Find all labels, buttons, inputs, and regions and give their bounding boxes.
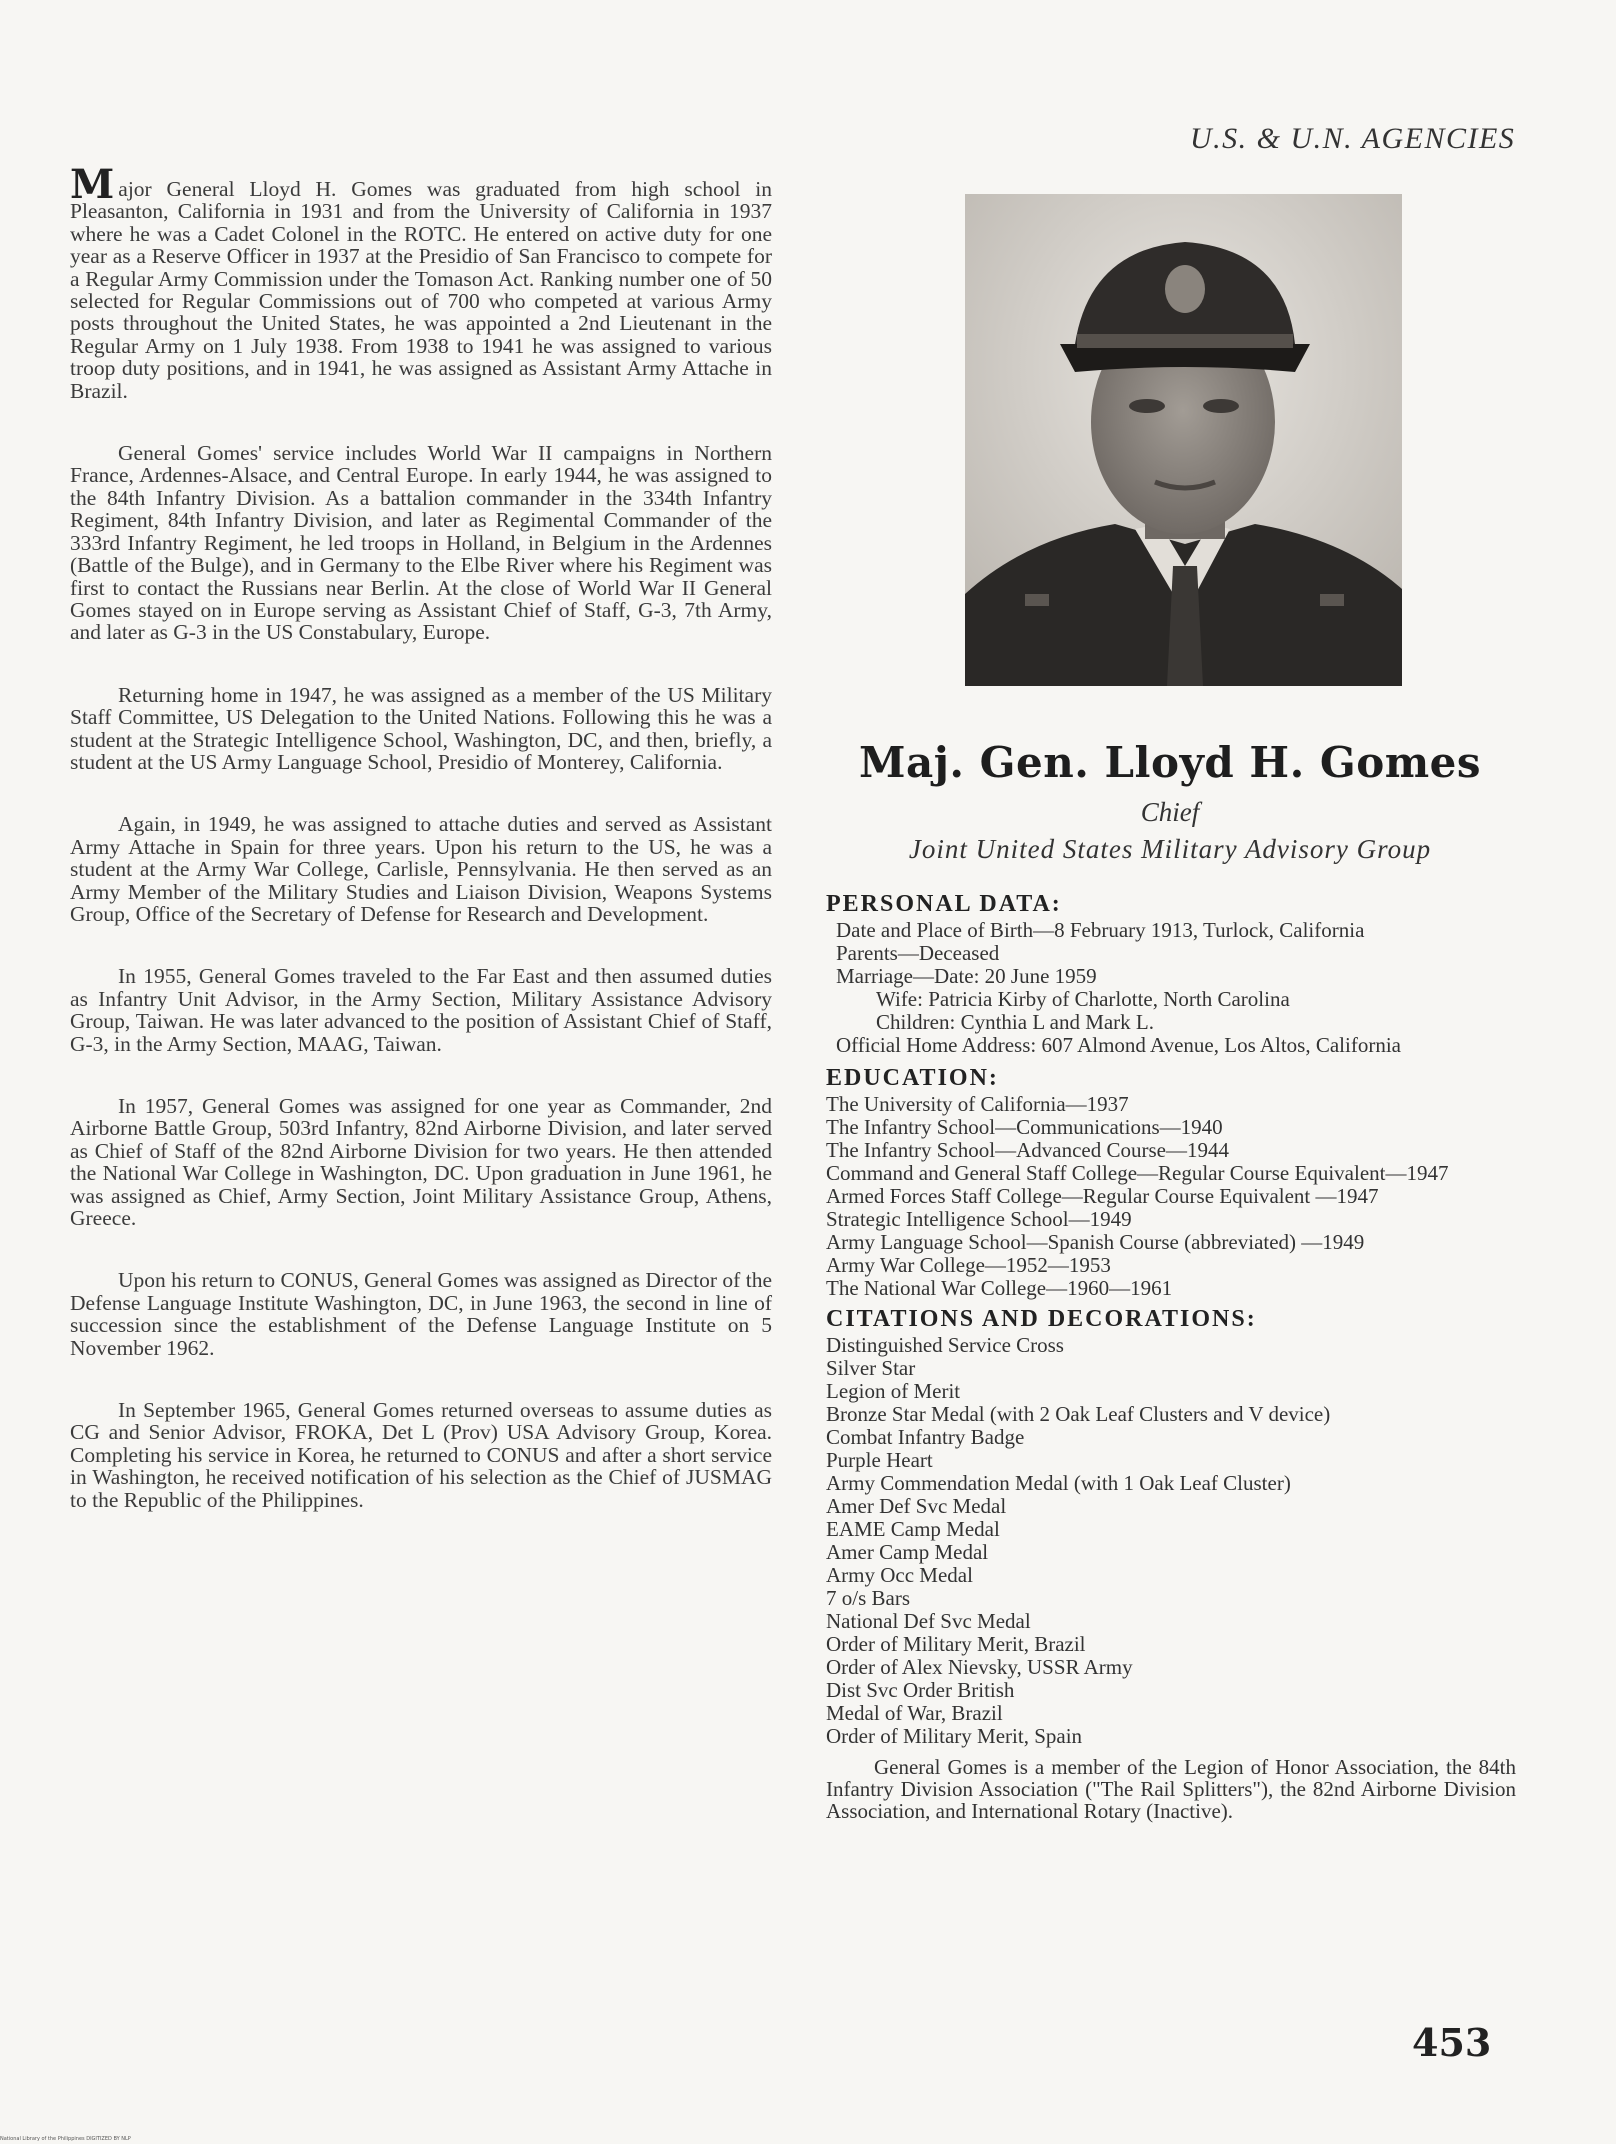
citation-item: Army Occ Medal <box>826 1563 973 1587</box>
bio-paragraph-7: Upon his return to CONUS, General Gomes was assigned as Director of the Defense Language Institute Washington, DC, in June 1963, the second in line of succession since the establishment of the Defense Language Institute on 5 November 1962. <box>70 1268 772 1360</box>
portrait-photo <box>965 194 1402 686</box>
citation-item: Legion of Merit <box>826 1379 961 1403</box>
person-organization: Joint United States Military Advisory Group <box>908 834 1432 864</box>
citation-item: Distinguished Service Cross <box>826 1333 1064 1357</box>
personal-data-heading: PERSONAL DATA: <box>826 891 1062 917</box>
citation-item: Amer Def Svc Medal <box>826 1494 1007 1518</box>
bio-paragraph-4: Again, in 1949, he was assigned to attache duties and served as Assistant Army Attache in Spain for three years. Upon his return to the US, he was a student at the Army War College, Carlisle, Pennsylvania. He then served as an Army Member of the Military Studies and Liaison Division, Weapons Systems Group, Office of the Secretary of Defense for Research and Development. <box>70 812 772 926</box>
citation-item: Army Commendation Medal (with 1 Oak Leaf Cluster) <box>826 1471 1291 1495</box>
profile-details <box>826 889 1516 1843</box>
education-item: The Infantry School—Advanced Course—1944 <box>826 1138 1229 1162</box>
bio-paragraph-2: General Gomes' service includes World War II campaigns in Northern France, Ardennes-Alsace, and Central Europe. In early 1944, he was assigned to the 84th Infantry Division. As a battalion commander in the 334th Infantry Regiment, 84th Infantry Division, and later as Regimental Commander of the 333rd Infantry Regiment, he led troops in Holland, in Belgium in the Ardennes (Battle of the Bulge), and in Germany to the Elbe River where his Regiment was first to contact the Russians near Berlin. At the close of World War II General Gomes stayed on in Europe serving as Assistant Chief of Staff, G-3, 7th Army, and later as G-3 in the US Constabulary, Europe. <box>70 441 772 645</box>
section-header: U.S. & U.N. AGENCIES <box>1190 122 1516 155</box>
citation-item: Order of Military Merit, Brazil <box>826 1632 1086 1656</box>
bio-paragraph-6: In 1957, General Gomes was assigned for one year as Commander, 2nd Airborne Battle Group, 503rd Infantry, 82nd Airborne Division, and later served as Chief of Staff of the 82nd Airborne Division for two years. He then attended the National War College in Washington, DC. Upon graduation in June 1961, he was assigned as Chief, Army Section, Joint Military Assistance Group, Athens, Greece. <box>70 1094 772 1231</box>
children-line: Children: Cynthia L and Mark L. <box>876 1010 1155 1034</box>
education-heading: EDUCATION: <box>826 1065 999 1091</box>
education-item: Armed Forces Staff College—Regular Course Equivalent —1947 <box>826 1184 1379 1208</box>
citation-item: Amer Camp Medal <box>826 1540 989 1564</box>
education-item: Command and General Staff College—Regular Course Equivalent—1947 <box>826 1161 1449 1185</box>
education-item: Army Language School—Spanish Course (abbreviated) —1949 <box>826 1230 1365 1254</box>
education-item: The Infantry School—Communications—1940 <box>826 1115 1223 1139</box>
person-name: Maj. Gen. Lloyd H. Gomes <box>858 738 1482 787</box>
bio-paragraph-5: In 1955, General Gomes traveled to the Far East and then assumed duties as Infantry Unit Advisor, in the Army Section, Military Assistance Advisory Group, Taiwan. He was later advanced to the position of Assistant Chief of Staff, G-3, in the Army Section, MAAG, Taiwan. <box>70 964 772 1056</box>
citation-item: Dist Svc Order British <box>826 1678 1015 1702</box>
portrait-image <box>965 194 1402 686</box>
citation-item: 7 o/s Bars <box>826 1586 910 1610</box>
page-number: 453 <box>1412 2020 1492 2065</box>
bio-paragraph-8: In September 1965, General Gomes returned overseas to assume duties as CG and Senior Advisor, FROKA, Det L (Prov) USA Advisory Group, Korea. Completing his service in Korea, he returned to CONUS and after a short service in Washington, he received notification of his selection as the Chief of JUSMAG to the Republic of the Philippines. <box>70 1398 772 1512</box>
citation-item: Combat Infantry Badge <box>826 1425 1025 1449</box>
education-item: Strategic Intelligence School—1949 <box>826 1207 1132 1231</box>
bio-paragraph-1-text: ajor General Lloyd H. Gomes was graduated from high school in Pleasanton, California in 1931 and from the University of California in 1937 where he was a Cadet Colonel in the ROTC. He entered on active duty for one year as a Reserve Officer in 1937 at the Presidio of San Francisco to compete for a Regular Army Commission under the Tomason Act. Ranking number one of 50 selected for Regular Commissions out of 700 who competed at various Army posts throughout the United States, he was appointed a 2nd Lieutenant in the Regular Army on 1 July 1938. From 1938 to 1941 he was assigned to various troop duty positions, and in 1941, he was assigned as Assistant Army Attache in Brazil. <box>70 177 772 403</box>
education-item: Army War College—1952—1953 <box>826 1253 1111 1277</box>
education-item: The University of California—1937 <box>826 1092 1129 1116</box>
citation-item: EAME Camp Medal <box>826 1517 1000 1541</box>
drop-cap: M <box>70 161 115 208</box>
membership-paragraph: General Gomes is a member of the Legion of Honor Association, the 84th Infantry Division Association ("The Rail Splitters"), the 82nd Airborne Division Association, and International Rotary (Inactive). <box>826 1755 1516 1823</box>
citation-item: Order of Military Merit, Spain <box>826 1724 1083 1748</box>
bio-paragraph-3: Returning home in 1947, he was assigned as a member of the US Military Staff Committee, US Delegation to the United Nations. Following this he was a student at the Strategic Intelligence School, Washington, DC, and then, briefly, a student at the US Army Language School, Presidio of Monterey, California. <box>70 682 772 774</box>
citations-list <box>826 1334 1516 1748</box>
citation-item: Order of Alex Nievsky, USSR Army <box>826 1655 1133 1679</box>
biography-column <box>70 161 772 1551</box>
citations-heading: CITATIONS AND DECORATIONS: <box>826 1306 1257 1332</box>
parents-line: Parents—Deceased <box>836 941 1000 965</box>
citation-item: Medal of War, Brazil <box>826 1701 1003 1725</box>
citation-item: National Def Svc Medal <box>826 1609 1031 1633</box>
education-item: The National War College—1960—1961 <box>826 1276 1173 1300</box>
scan-footer: National Library of the Philippines DIGITIZED BY NLP <box>0 2136 131 2142</box>
bio-paragraph-1 <box>70 161 772 403</box>
address-line: Official Home Address: 607 Almond Avenue, Los Altos, California <box>836 1033 1401 1057</box>
citation-item: Bronze Star Medal (with 2 Oak Leaf Clusters and V device) <box>826 1402 1331 1426</box>
person-title: Chief <box>1140 797 1200 827</box>
birth-line: Date and Place of Birth—8 February 1913, Turlock, California <box>836 918 1365 942</box>
citation-item: Purple Heart <box>826 1448 933 1472</box>
education-list <box>826 1093 1516 1300</box>
wife-line: Wife: Patricia Kirby of Charlotte, North Carolina <box>876 987 1290 1011</box>
marriage-line: Marriage—Date: 20 June 1959 <box>836 964 1097 988</box>
profile-heading <box>820 738 1520 865</box>
citation-item: Silver Star <box>826 1356 916 1380</box>
